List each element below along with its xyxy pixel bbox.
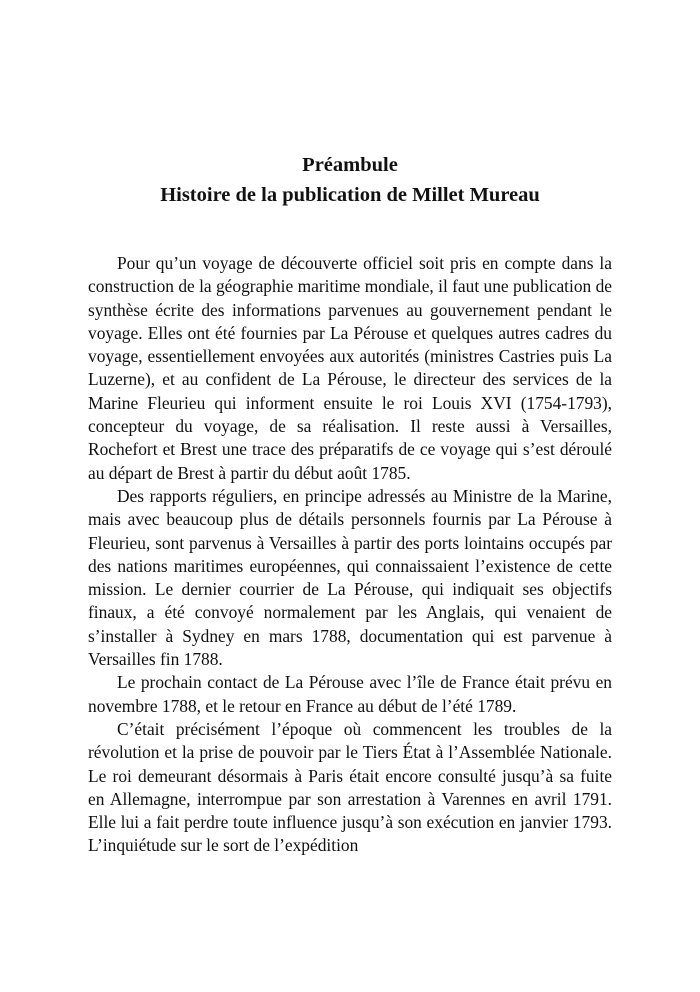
- paragraph-4: C’était précisément l’époque où commencent les troubles de la révolution et la prise de pouvoir par le Tiers État à l’Assemblée Nationale. Le roi demeurant désormais à Paris était encore consulté jusqu’à sa fuite en Allemagne, interrompue par son arrestation à Varennes en avril 1791. Elle lui a fait perdre toute influence jusqu’à son exécution en janvier 1793. L’inquiétude sur le sort de l’expédition: [88, 718, 612, 856]
- page-subtitle: Histoire de la publication de Millet Mureau: [160, 184, 540, 206]
- heading-block: [88, 150, 612, 210]
- paragraph-1: Pour qu’un voyage de découverte officiel soit pris en compte dans la construction de la géographie maritime mondiale, il faut une publication de synthèse écrite des informations parvenues au gouvernement pendant le voyage. Elles ont été fournies par La Pérouse et quelques autres cadres du voyage, essentiellement envoyées aux autorités (ministres Castries puis La Luzerne), et au confident de La Pérouse, le directeur des services de la Marine Fleurieu qui informent ensuite le roi Louis XVI (1754-1793), concepteur du voyage, de sa réalisation. Il reste aussi à Versailles, Rochefort et Brest une trace des préparatifs de ce voyage qui s’est déroulé au départ de Brest à partir du début août 1785.: [88, 253, 612, 483]
- paragraph-2: Des rapports réguliers, en principe adressés au Ministre de la Marine, mais avec beaucoup plus de détails personnels fournis par La Pérouse à Fleurieu, sont parvenus à Versailles à partir des ports lointains occupés par des nations maritimes européennes, qui connaissaient l’existence de cette mission. Le dernier courrier de La Pérouse, qui indiquait ses objectifs finaux, a été convoyé normalement par les Anglais, qui venaient de s’installer à Sydney en mars 1788, documentation qui est parvenue à Versailles fin 1788.: [88, 485, 612, 670]
- paragraph-3: Le prochain contact de La Pérouse avec l’île de France était prévu en novembre 1788, et le retour en France au début de l’été 1789.: [88, 672, 612, 716]
- page-title: Préambule: [302, 154, 398, 176]
- document-page: [88, 150, 612, 858]
- body-text: [88, 252, 612, 858]
